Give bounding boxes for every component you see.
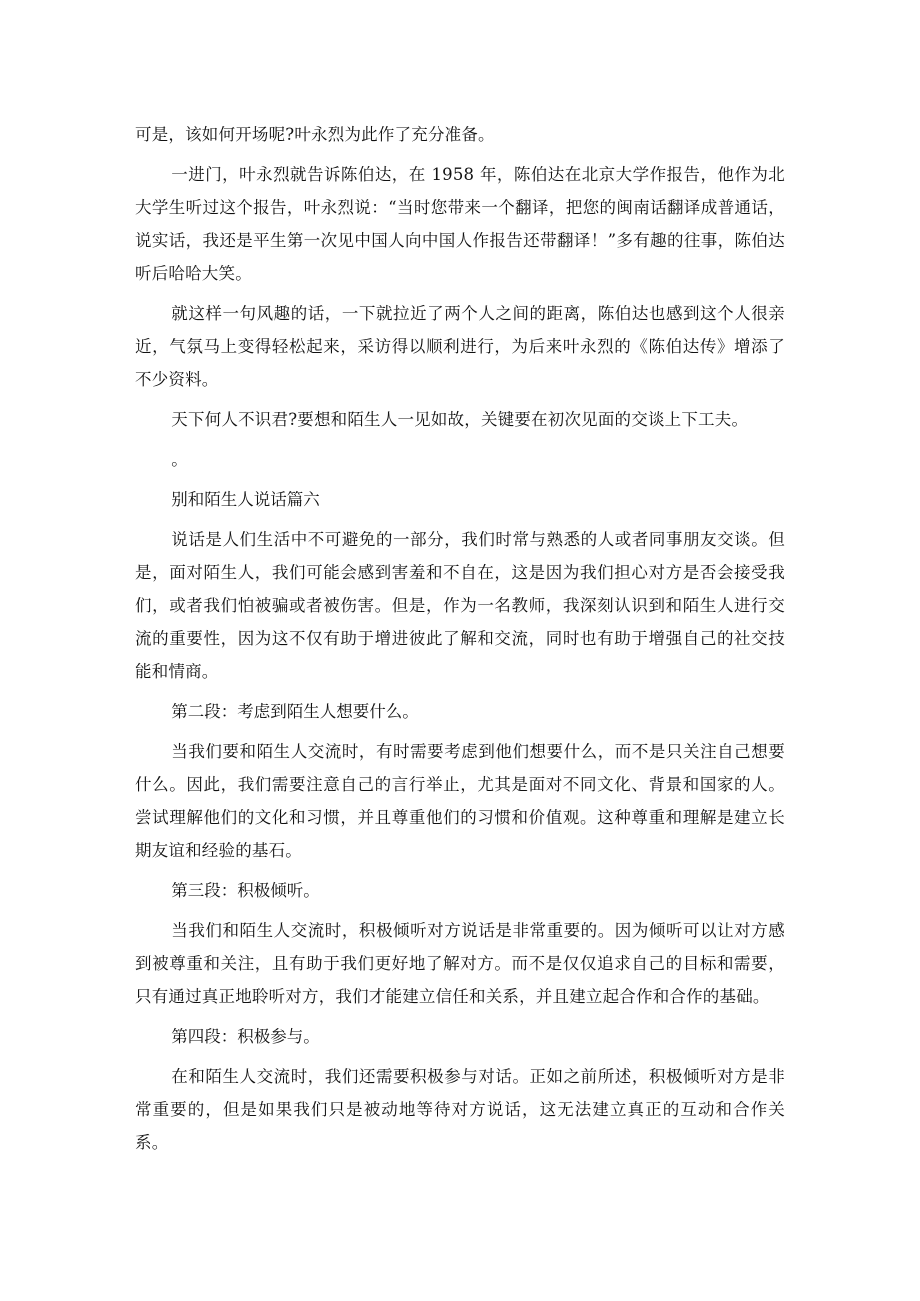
paragraph-body: 说话是人们生活中不可避免的一部分，我们时常与熟悉的人或者同事朋友交谈。但是，面对陌生人，我们可能会感到害羞和不自在，这是因为我们担心对方是否会接受我们，或者我们怕被骗或者被伤害。但是，作为一名教师，我深刻认识到和陌生人进行交流的重要性，因为这不仅有助于增进彼此了解和交流，同时也有助于增强自己的社交技能和情商。 (135, 530, 785, 681)
paragraph-gap (135, 867, 785, 874)
paragraph-gap (135, 728, 785, 735)
section-heading: 第四段：积极参与。 (171, 1027, 320, 1046)
paragraph-gap (135, 476, 785, 483)
paragraph-gap (135, 396, 785, 403)
paragraph-body: 一进门，叶永烈就告诉陈伯达，在 1958 年，陈伯达在北京大学作报告，他作为北大学生听过这个报告，叶永烈说：“当时您带来一个翻译，把您的闽南话翻译成普通话，说实话，我还是平生第一次见中国人向中国人作报告还带翻译！”多有趣的往事，陈伯达听后哈哈大笑。 (135, 165, 785, 283)
paragraph-continuation: 可是，该如何开场呢?叶永烈为此作了充分准备。 (135, 125, 495, 144)
paragraph-body: 就这样一句风趣的话，一下就拉近了两个人之间的距离，陈伯达也感到这个人很亲近，气氛马上变得轻松起来，采访得以顺利进行，为后来叶永烈的《陈伯达传》增添了不少资料。 (135, 304, 785, 389)
section-title: 别和陌生人说话篇六 (171, 490, 320, 509)
stray-period: 。 (171, 450, 188, 469)
paragraph-gap (135, 907, 785, 914)
paragraph-gap (135, 436, 785, 443)
paragraph-gap (135, 688, 785, 695)
paragraph-gap (135, 516, 785, 523)
document-body (135, 118, 785, 1159)
paragraph-gap (135, 1053, 785, 1060)
section-heading: 第三段：积极倾听。 (171, 881, 320, 900)
paragraph-gap (135, 151, 785, 158)
paragraph-body: 当我们和陌生人交流时，积极倾听对方说话是非常重要的。因为倾听可以让对方感到被尊重和关注，且有助于我们更好地了解对方。而不是仅仅追求自己的目标和需要，只有通过真正地聆听对方，我们才能建立信任和关系，并且建立起合作和合作的基础。 (135, 921, 785, 1006)
paragraph-body: 天下何人不识君?要想和陌生人一见如故，关键要在初次见面的交谈上下工夫。 (171, 410, 749, 429)
paragraph-gap (135, 1013, 785, 1020)
section-heading: 第二段：考虑到陌生人想要什么。 (171, 702, 419, 721)
paragraph-body: 在和陌生人交流时，我们还需要积极参与对话。正如之前所述，积极倾听对方是非常重要的，但是如果我们只是被动地等待对方说话，这无法建立真正的互动和合作关系。 (135, 1067, 785, 1152)
paragraph-body: 当我们要和陌生人交流时，有时需要考虑到他们想要什么，而不是只关注自己想要什么。因此，我们需要注意自己的言行举止，尤其是面对不同文化、背景和国家的人。尝试理解他们的文化和习惯，并且尊重他们的习惯和价值观。这种尊重和理解是建立长期友谊和经验的基石。 (135, 742, 785, 860)
paragraph-gap (135, 290, 785, 297)
